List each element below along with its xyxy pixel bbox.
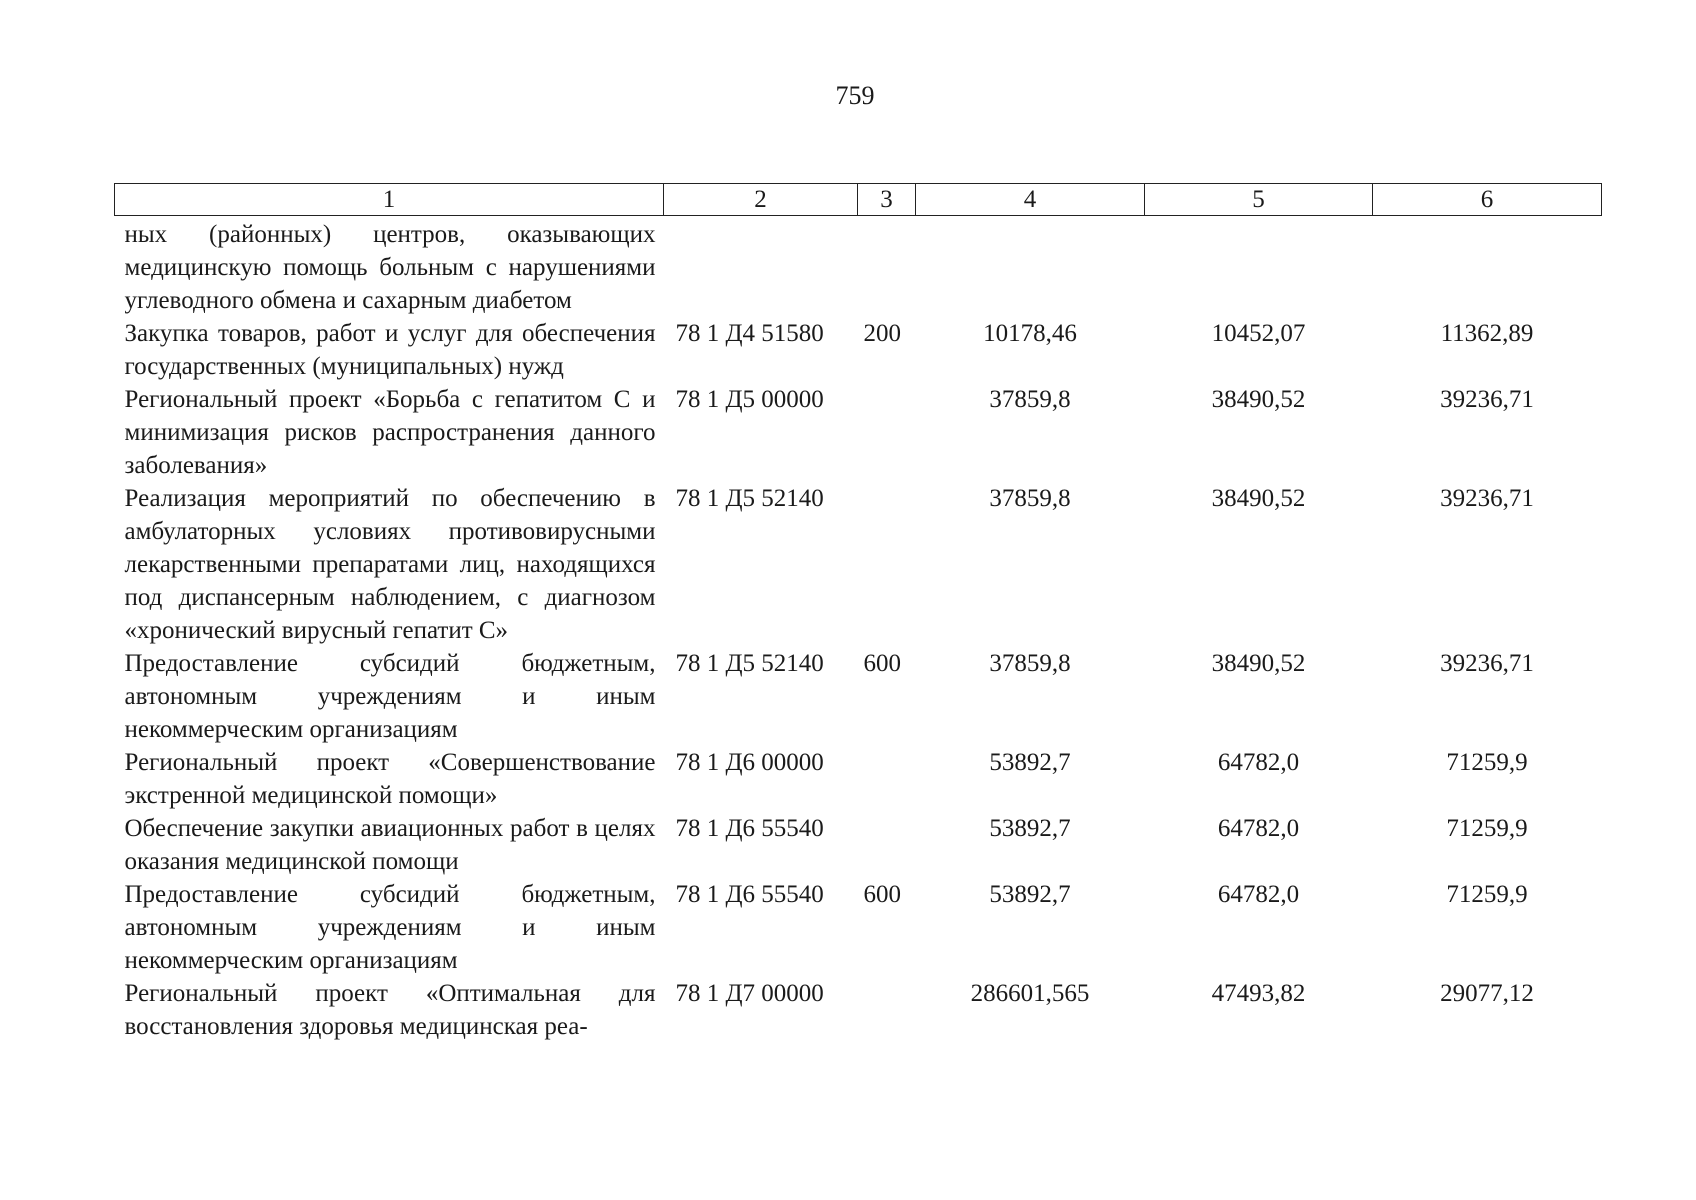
row-value-5: 64782,0	[1217, 815, 1300, 842]
row-value-5	[1145, 216, 1373, 318]
table-row	[115, 812, 1602, 878]
row-value-5: 64782,0	[1217, 881, 1300, 908]
row-value-4: 37859,8	[989, 650, 1071, 677]
header-row	[115, 184, 1602, 216]
row-value-5: 38490,52	[1211, 485, 1306, 512]
row-name: ных (районных) центров, оказывающих медицинскую помощь больным с нарушениями углеводного обмена и сахарным диабетом	[124, 221, 656, 314]
column-header: 3	[858, 184, 916, 216]
row-code: 78 1 Д6 55540	[675, 881, 824, 908]
row-name: Региональный проект «Совершенствование экстренной медицинской помощи»	[124, 749, 656, 809]
row-kind	[858, 977, 916, 1043]
column-header: 2	[664, 184, 858, 216]
row-kind	[858, 216, 916, 318]
column-header: 5	[1145, 184, 1373, 216]
table-row	[115, 216, 1602, 318]
column-header: 4	[916, 184, 1145, 216]
row-value-6: 29077,12	[1440, 980, 1534, 1007]
row-kind: 600	[863, 881, 901, 908]
row-value-6: 39236,71	[1440, 485, 1534, 512]
row-value-5: 10452,07	[1211, 320, 1306, 347]
row-code: 78 1 Д5 52140	[675, 485, 824, 512]
row-name: Региональный проект «Оптимальная для восстановления здоровья медицинская реа-	[124, 980, 656, 1040]
column-header: 1	[115, 184, 664, 216]
row-kind	[858, 812, 916, 878]
row-kind	[858, 482, 916, 647]
row-kind: 600	[863, 650, 901, 677]
row-value-5: 38490,52	[1211, 650, 1306, 677]
row-value-4	[916, 216, 1145, 318]
table-body	[115, 216, 1602, 1044]
row-value-5: 47493,82	[1211, 980, 1306, 1007]
row-value-4: 53892,7	[989, 815, 1071, 842]
row-value-6	[1373, 216, 1602, 318]
table-row	[115, 383, 1602, 482]
row-value-4: 286601,565	[970, 980, 1090, 1007]
row-kind	[858, 383, 916, 482]
row-name: Реализация мероприятий по обеспечению в амбулаторных условиях противовирусными лекарственными препаратами лиц, находящихся под диспансерным наблюдением, с диагнозом «хронический вирусный гепатит С»	[124, 485, 656, 644]
row-code: 78 1 Д4 51580	[675, 320, 824, 347]
row-code: 78 1 Д6 55540	[675, 815, 824, 842]
row-value-6: 11362,89	[1440, 320, 1534, 347]
row-name: Предоставление субсидий бюджетным, автономным учреждениям и иным некоммерческим организациям	[124, 650, 656, 743]
row-value-4: 37859,8	[989, 386, 1071, 413]
row-code: 78 1 Д6 00000	[675, 749, 824, 776]
row-kind	[858, 746, 916, 812]
row-name: Закупка товаров, работ и услуг для обеспечения государственных (муниципальных) нужд	[124, 320, 656, 380]
table-row	[115, 647, 1602, 746]
column-header: 6	[1373, 184, 1602, 216]
table-row	[115, 482, 1602, 647]
row-kind: 200	[863, 320, 901, 347]
row-value-5: 38490,52	[1211, 386, 1306, 413]
row-code: 78 1 Д5 52140	[675, 650, 824, 677]
table-row	[115, 317, 1602, 383]
row-value-4: 37859,8	[989, 485, 1071, 512]
row-name: Региональный проект «Борьба с гепатитом С и минимизация рисков распространения данного заболевания»	[124, 386, 656, 479]
row-name: Предоставление субсидий бюджетным, автономным учреждениям и иным некоммерческим организациям	[124, 881, 656, 974]
row-value-6: 71259,9	[1446, 881, 1528, 908]
row-name: Обеспечение закупки авиационных работ в целях оказания медицинской помощи	[124, 815, 656, 875]
row-code: 78 1 Д7 00000	[675, 980, 824, 1007]
row-code	[664, 216, 858, 318]
table-row	[115, 878, 1602, 977]
row-value-6: 71259,9	[1446, 749, 1528, 776]
table-row	[115, 977, 1602, 1043]
row-value-5: 64782,0	[1217, 749, 1300, 776]
page-number: 759	[835, 81, 875, 110]
row-value-6: 39236,71	[1440, 650, 1534, 677]
row-value-4: 10178,46	[983, 320, 1077, 347]
budget-table	[114, 183, 1602, 1043]
table-header	[115, 184, 1602, 216]
row-value-6: 71259,9	[1446, 815, 1528, 842]
row-value-6: 39236,71	[1440, 386, 1534, 413]
row-value-4: 53892,7	[989, 881, 1071, 908]
table-row	[115, 746, 1602, 812]
row-code: 78 1 Д5 00000	[675, 386, 824, 413]
row-value-4: 53892,7	[989, 749, 1071, 776]
